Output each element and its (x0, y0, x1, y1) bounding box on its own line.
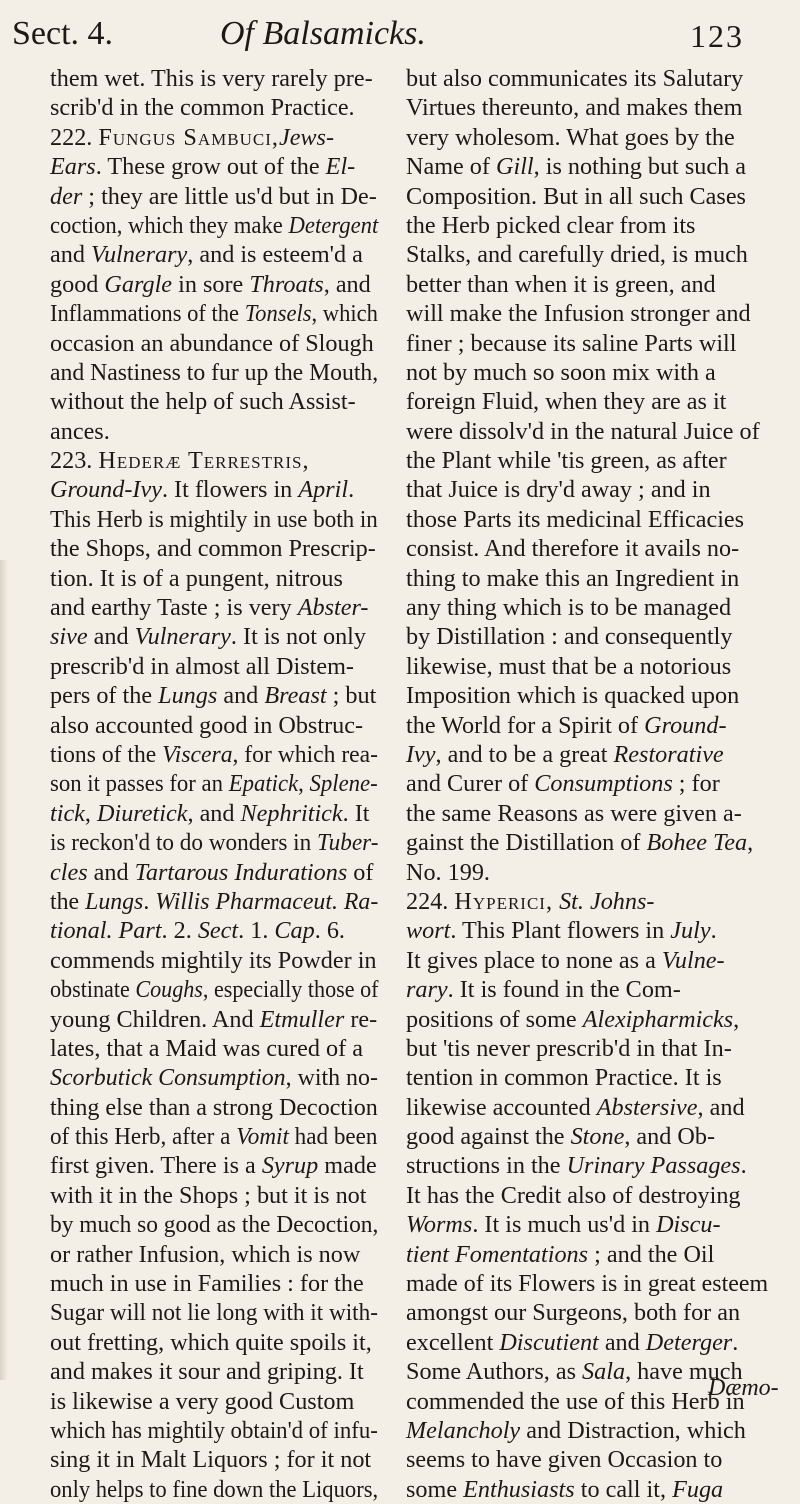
text-run: Tartarous Indurations (134, 858, 348, 886)
text-run: Alexipharmicks (582, 1005, 734, 1033)
text-line (50, 270, 378, 299)
text-line (50, 1005, 378, 1034)
text-run: Ivy (406, 740, 436, 768)
text-run: July (670, 917, 711, 945)
text-run: Cap (274, 917, 315, 945)
text-run: good (50, 270, 105, 298)
text-run: It has the Credit also of destroying (406, 1181, 741, 1209)
text-line (50, 1328, 378, 1357)
text-line (406, 446, 768, 475)
text-run: or rather Infusion, which is now (50, 1240, 361, 1268)
text-run: made of its Flowers is in great esteem (406, 1270, 769, 1298)
text-line (50, 1151, 378, 1180)
text-line (406, 1416, 768, 1445)
text-run: scrib'd in the common Practice. (50, 94, 355, 122)
text-run: them wet. This is very rarely pre- (50, 65, 373, 92)
text-line (50, 1445, 378, 1474)
text-run: Detergent (288, 211, 379, 239)
text-run: . This Plant flowers in (450, 917, 671, 945)
text-line (406, 182, 768, 211)
text-run: and earthy Taste ; is very (50, 594, 298, 622)
text-line (406, 1445, 768, 1474)
text-run: El- (325, 153, 356, 181)
text-line (406, 270, 768, 299)
text-run: likewise accounted (406, 1093, 597, 1121)
text-run: and (217, 682, 265, 710)
text-run: Lungs (85, 887, 144, 915)
text-run: thing to make this an Ingredient in (406, 564, 740, 592)
text-line (406, 1063, 768, 1092)
text-line (406, 769, 768, 798)
text-run: commended the use of this Herb in (406, 1387, 745, 1415)
text-line (50, 1387, 378, 1416)
text-run: Sect (197, 917, 239, 945)
text-run: also accounted good in Obstruc- (50, 711, 364, 739)
text-run: , and to be a great (435, 740, 614, 768)
text-line (406, 93, 768, 122)
text-run: thing else than a strong Decoction (50, 1093, 378, 1121)
text-run: ; they are little us'd but in De- (82, 182, 377, 210)
text-run: . It (342, 799, 370, 827)
text-line (50, 358, 379, 387)
text-run: foreign Fluid, when they are as it (406, 388, 727, 416)
text-run: Jews- (278, 123, 335, 151)
text-line (50, 681, 378, 710)
text-run: the Herb picked clear from its (406, 211, 696, 239)
text-line (50, 1063, 378, 1092)
text-line (50, 711, 378, 740)
text-run: and makes it sour and griping. It (50, 1358, 364, 1386)
text-line (50, 1269, 378, 1298)
text-line (406, 711, 768, 740)
text-run: . (732, 1328, 739, 1356)
text-run: with it in the Shops ; but it is not (50, 1181, 367, 1209)
text-run: . (348, 476, 355, 504)
text-line (50, 828, 379, 857)
text-line (406, 564, 768, 593)
text-run: Hyperici, (454, 887, 554, 915)
text-run: wort (406, 917, 451, 945)
text-line (406, 299, 768, 328)
catchword: Dæmo- (708, 1375, 779, 1401)
text-line (406, 475, 768, 504)
text-line (406, 1475, 768, 1504)
text-line (406, 858, 768, 887)
text-run: 222. (50, 123, 99, 151)
text-run: the World for a Spirit of (406, 711, 645, 739)
text-run: . It is found in the Com- (447, 976, 681, 1004)
text-run: the same Reasons as were given a- (406, 799, 742, 827)
text-run: by much so good as the Decoction, (50, 1211, 379, 1239)
text-line (50, 946, 378, 975)
text-run: Discutient (499, 1328, 599, 1356)
text-run: Sugar will not lie long with it with- (50, 1299, 378, 1327)
text-run: lates, that a Maid was cured of a (50, 1034, 363, 1062)
text-run: Viscera (162, 740, 233, 768)
text-run: Sala (582, 1358, 626, 1386)
text-run: , and (187, 799, 241, 827)
text-line (50, 123, 378, 152)
text-line (406, 1298, 768, 1327)
text-run: and Distraction, which (520, 1416, 746, 1444)
text-run: the (50, 887, 86, 915)
text-line (50, 1357, 378, 1386)
text-run: . It flowers in (161, 476, 299, 504)
text-run: pers of the (50, 682, 159, 710)
text-line (50, 975, 379, 1004)
text-line (406, 1151, 768, 1180)
text-run: 224. (406, 887, 455, 915)
text-run: Ground-Ivy (50, 476, 162, 504)
text-run: Etmuller (259, 1005, 345, 1033)
text-run: Imposition which is quacked upon (406, 682, 740, 710)
text-run: Syrup (261, 1152, 319, 1180)
text-run: in sore (172, 270, 250, 298)
text-run: is reckon'd to do wonders in (50, 829, 318, 857)
text-run: , which (311, 300, 378, 328)
text-run: ; but (326, 682, 377, 710)
text-run: tions of the (50, 740, 163, 768)
text-run: April (298, 476, 349, 504)
text-run: , for which rea- (232, 740, 379, 768)
text-run: and Nastiness to fur up the Mouth, (50, 358, 379, 386)
text-run: some (406, 1475, 464, 1503)
text-line (50, 211, 379, 240)
text-run: Nephritick (240, 799, 343, 827)
text-run: tient Fomentations (406, 1240, 589, 1268)
text-run: made (318, 1152, 377, 1180)
text-run: commends mightily its Powder in (50, 946, 377, 974)
text-line (406, 64, 768, 93)
text-run: only helps to fine down the Liquors, (50, 1475, 379, 1503)
text-run: coction, which they make (50, 211, 289, 239)
text-line (50, 299, 378, 328)
text-run: is likewise a very good Custom (50, 1387, 355, 1415)
text-run: not by much so soon mix with a (406, 358, 716, 386)
text-line (406, 152, 768, 181)
text-run: to call it, (574, 1475, 673, 1503)
text-run: , (747, 829, 754, 857)
text-run: Throats (249, 270, 324, 298)
text-line (50, 916, 378, 945)
text-run: structions in the (406, 1152, 567, 1180)
text-run: . It is much us'd in (472, 1211, 657, 1239)
text-run: and Curer of (406, 770, 535, 798)
text-run: Stalks, and carefully dried, is much (406, 241, 748, 269)
text-run: and (87, 858, 135, 886)
text-run: . (740, 1152, 747, 1180)
text-run: , and (697, 1093, 745, 1121)
text-run: consist. And therefore it avails no- (406, 535, 740, 563)
text-run: Gargle (104, 270, 173, 298)
text-line (50, 64, 378, 93)
text-run: which has mightily obtain'd of infu- (50, 1416, 378, 1444)
text-run: Abster- (297, 594, 369, 622)
text-line (406, 1210, 768, 1239)
text-run: Consumptions (534, 770, 673, 798)
text-run: 223. (50, 447, 99, 475)
text-run: seems to have given Occasion to (406, 1446, 723, 1474)
text-line (406, 1269, 769, 1298)
text-run: that Juice is dry'd away ; and in (406, 476, 711, 504)
text-run: young Children. And (50, 1005, 260, 1033)
text-line (406, 1034, 768, 1063)
text-run: finer ; because its saline Parts will (406, 329, 737, 357)
text-run: Discu- (656, 1211, 721, 1239)
text-run: Worms (406, 1211, 473, 1239)
text-line (50, 387, 378, 416)
text-run: the Plant while 'tis green, as after (406, 447, 727, 475)
text-run: This Herb is mightily in use both in (50, 505, 378, 533)
text-run: , (733, 1005, 740, 1033)
text-run: Urinary Passages (566, 1152, 741, 1180)
text-run: . 2. (161, 917, 198, 945)
right-column (406, 64, 768, 1504)
text-run: Vulnerary (90, 241, 188, 269)
text-run: Name of (406, 153, 496, 181)
left-column (50, 64, 378, 1504)
text-run: and (50, 241, 91, 269)
text-run: obstinate (50, 976, 136, 1004)
text-line (50, 1034, 378, 1063)
text-line (50, 534, 378, 563)
text-run: Fungus Sambuci, (98, 123, 279, 151)
text-run: prescrib'd in almost all Distem- (50, 652, 354, 680)
text-run: ances. (50, 417, 110, 445)
text-run: Breast (264, 682, 327, 710)
text-line (406, 1005, 768, 1034)
text-run: Composition. But in all such Cases (406, 182, 746, 210)
text-line (50, 1122, 378, 1151)
text-line (406, 916, 768, 945)
text-line (50, 1416, 378, 1445)
text-run: Vulne- (661, 946, 725, 974)
text-run: rary (406, 976, 448, 1004)
text-run: Coughs (135, 976, 203, 1004)
section-label: Sect. 4. (12, 15, 114, 52)
text-run: tention in common Practice. It is (406, 1064, 722, 1092)
text-line (50, 652, 378, 681)
text-run: , (84, 799, 98, 827)
text-run: Enthusiasts (463, 1475, 575, 1503)
text-run: excellent (406, 1328, 500, 1356)
text-line (406, 417, 768, 446)
text-run: . (710, 917, 717, 945)
text-run: Inflammations of the (50, 300, 245, 328)
text-run: Deterger (645, 1328, 733, 1356)
text-run: by Distillation : and consequently (406, 623, 733, 651)
text-line (406, 1328, 768, 1357)
text-line (406, 1093, 768, 1122)
text-run: . 6. (314, 917, 345, 945)
text-run: ; for (672, 770, 720, 798)
text-run: sive (50, 623, 88, 651)
text-run: It gives place to none as a (406, 946, 662, 974)
text-run: Epatick (228, 770, 299, 798)
text-run: amongst our Surgeons, both for an (406, 1299, 741, 1327)
text-line (406, 622, 768, 651)
text-run: Abstersive (596, 1093, 698, 1121)
text-line (406, 211, 768, 240)
text-run: of (347, 858, 374, 886)
text-run: der (50, 182, 83, 210)
text-run: Diuretick (97, 799, 188, 827)
text-run: but 'tis never prescrib'd in that In- (406, 1034, 732, 1062)
text-line (406, 534, 768, 563)
text-line (50, 593, 378, 622)
text-line (406, 1181, 768, 1210)
text-run: out fretting, which quite spoils it, (50, 1328, 372, 1356)
text-line (50, 1475, 379, 1504)
text-run: will make the Infusion stronger and (406, 300, 751, 328)
text-line (406, 828, 768, 857)
text-run: had been (288, 1123, 378, 1151)
text-run: Tonsels (244, 300, 312, 328)
text-run: likewise, must that be a notorious (406, 652, 732, 680)
text-line (406, 1240, 768, 1269)
text-run: of this Herb, after a (50, 1123, 237, 1151)
text-run: Restorative (613, 740, 724, 768)
text-run: Fuga (672, 1475, 724, 1503)
text-line (50, 769, 378, 798)
text-run: good against the (406, 1123, 571, 1151)
text-run: , and (323, 270, 371, 298)
text-line (406, 1122, 768, 1151)
text-line (50, 417, 378, 446)
text-run: Melancholy (406, 1416, 521, 1444)
text-line (406, 505, 768, 534)
text-line (50, 1093, 376, 1122)
text-run: , especially those of (202, 976, 379, 1004)
text-run: Vomit (236, 1123, 289, 1151)
text-run: the Shops, and common Prescrip- (50, 535, 376, 563)
text-run: ; and the Oil (588, 1240, 715, 1268)
text-line (50, 240, 378, 269)
text-run: . 1. (238, 917, 275, 945)
running-title: Of Balsamicks. (220, 15, 426, 52)
text-run: Some Authors, as (406, 1358, 583, 1386)
text-run: occasion an abundance of Slough (50, 329, 374, 357)
text-run: , and is esteem'd a (187, 241, 363, 269)
text-line (406, 887, 768, 916)
text-line (50, 858, 378, 887)
text-run: gainst the Distillation of (406, 829, 647, 857)
text-run: Bohee Tea (646, 829, 748, 857)
text-run: Splene- (309, 770, 378, 798)
text-run: Tuber- (317, 829, 379, 857)
text-line (50, 1240, 378, 1269)
text-run: Vulnerary (134, 623, 231, 651)
text-line (406, 123, 768, 152)
text-line (50, 152, 378, 181)
text-line (406, 975, 768, 1004)
text-run: first given. There is a (50, 1152, 262, 1180)
text-line (50, 564, 378, 593)
text-run: Ground- (644, 711, 727, 739)
text-run: very wholesom. What goes by the (406, 123, 735, 151)
text-run: , (298, 770, 310, 798)
text-run: Scorbutick Consumption (50, 1064, 286, 1092)
text-run: Willis Pharmaceut. Ra- (155, 887, 379, 915)
page-number: 123 (690, 18, 744, 54)
text-run: Ears (50, 153, 96, 181)
text-line (50, 1181, 378, 1210)
text-run: tional. Part (50, 917, 162, 945)
text-run: positions of some (406, 1005, 583, 1033)
text-run: those Parts its medicinal Efficacies (406, 505, 745, 533)
text-line (50, 887, 379, 916)
text-run: Stone (570, 1123, 625, 1151)
text-run: , is nothing but such a (533, 153, 746, 181)
text-line (50, 93, 378, 122)
text-line (50, 182, 378, 211)
text-run: . These grow out of the (95, 153, 326, 181)
text-run: St. Johns- (559, 887, 655, 915)
text-run: any thing which is to be managed (406, 594, 732, 622)
text-run: . (143, 887, 156, 915)
text-line (50, 446, 378, 475)
text-run: Virtues thereunto, and makes them (406, 94, 743, 122)
text-line (406, 799, 768, 828)
text-run: Lungs (158, 682, 218, 710)
text-run: better than when it is green, and (406, 270, 716, 298)
text-run: No. 199. (406, 858, 490, 886)
text-run: cles (50, 858, 88, 886)
text-line (406, 358, 768, 387)
text-line (406, 593, 768, 622)
running-header (0, 0, 800, 62)
text-line (50, 622, 378, 651)
text-run: and (87, 623, 135, 651)
text-run: , have much (625, 1358, 743, 1386)
text-run: Hederæ Terrestris, (98, 447, 310, 475)
text-run: were dissolv'd in the natural Juice of (406, 417, 760, 445)
text-line (406, 681, 768, 710)
text-line (406, 740, 768, 769)
text-run: without the help of such Assist- (50, 388, 356, 416)
text-line (406, 946, 768, 975)
text-run: , with no- (285, 1064, 378, 1092)
text-line (50, 329, 378, 358)
text-line (406, 240, 768, 269)
text-line (50, 505, 378, 534)
text-line (50, 475, 378, 504)
text-line (406, 652, 768, 681)
text-run: but also communicates its Salutary (406, 65, 744, 92)
text-run: . It is not only (230, 623, 366, 651)
text-line (50, 740, 379, 769)
binding-edge (0, 560, 8, 1380)
text-run: son it passes for an (50, 770, 229, 798)
text-run: much in use in Families : for the (50, 1270, 364, 1298)
text-run: and (598, 1328, 646, 1356)
text-line (406, 329, 768, 358)
text-run: tick (50, 799, 85, 827)
text-run: Gill (496, 153, 534, 181)
text-line (50, 799, 378, 828)
text-line (50, 1210, 379, 1239)
text-run: , and Ob- (624, 1123, 716, 1151)
text-run: sing it in Malt Liquors ; for it not (50, 1446, 372, 1474)
text-line (406, 387, 768, 416)
text-run: tion. It is of a pungent, nitrous (50, 564, 343, 592)
text-line (50, 1298, 378, 1327)
text-run: re- (344, 1005, 378, 1033)
